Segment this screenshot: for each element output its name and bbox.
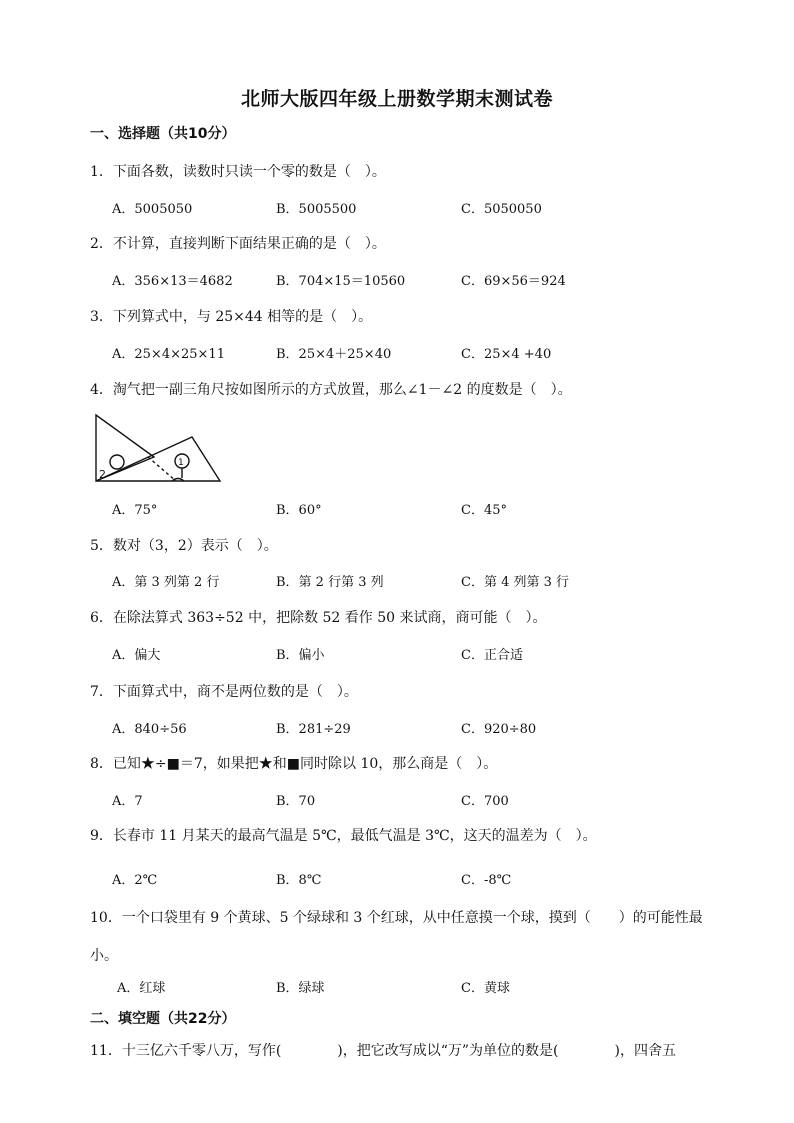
option-b: B．25×4＋25×40 xyxy=(276,347,392,362)
option-a: A．75° xyxy=(112,503,158,518)
option-b: B．5005500 xyxy=(276,202,357,217)
question-3: 3．下列算式中，与 25×44 相等的是（ ）。 xyxy=(90,309,373,325)
question-3-options xyxy=(0,343,794,363)
option-a: A．25×4×25×11 xyxy=(112,347,225,362)
option-a: A．5005050 xyxy=(112,202,193,217)
option-c: C．5050050 xyxy=(461,202,542,217)
option-b: B．281÷29 xyxy=(276,722,351,737)
question-10-options xyxy=(0,977,794,997)
question-7: 7．下面算式中，商不是两位数的是（ ）。 xyxy=(90,684,358,700)
set-square-right xyxy=(96,437,220,481)
option-c: C．-8℃ xyxy=(461,873,512,888)
option-c: C．700 xyxy=(461,794,509,809)
option-c: C．25×4 +40 xyxy=(461,347,552,362)
question-1: 1．下面各数，读数时只读一个零的数是（ ）。 xyxy=(90,164,386,180)
question-2: 2．不计算，直接判断下面结果正确的是（ ）。 xyxy=(90,236,386,252)
question-10-line-1: 10．一个口袋里有 9 个黄球、5 个绿球和 3 个红球，从中任意摸一个球，摸到（ ）的可能性最 xyxy=(90,910,703,926)
option-a: A．356×13＝4682 xyxy=(112,274,233,289)
page-title: 北师大版四年级上册数学期末测试卷 xyxy=(240,88,553,110)
option-c: C．黄球 xyxy=(461,981,510,996)
option-a: A．2℃ xyxy=(112,873,158,888)
option-b: B．绿球 xyxy=(276,981,325,996)
option-c: C．69×56＝924 xyxy=(461,274,566,289)
question-5: 5．数对（3，2）表示（ ）。 xyxy=(90,538,278,554)
question-7-options xyxy=(0,718,794,738)
option-b: B．偏小 xyxy=(276,648,325,663)
question-11: 11．十三亿六千零八万，写作( )，把它改写成以“万”为单位的数是( )，四舍五 xyxy=(90,1043,676,1059)
triangle-rulers-figure xyxy=(92,410,232,489)
angle-1-label: 1 xyxy=(178,458,184,468)
option-b: B．70 xyxy=(276,794,316,809)
ruler-hole-left xyxy=(110,455,124,469)
option-a: A．偏大 xyxy=(112,648,161,663)
section-heading-choice: 一、选择题（共10分） xyxy=(90,126,236,142)
option-a: A．840÷56 xyxy=(112,722,187,737)
option-b: B．704×15＝10560 xyxy=(276,274,406,289)
option-c: C．第 4 列第 3 行 xyxy=(461,575,570,590)
question-6-options xyxy=(0,644,794,664)
question-4-options xyxy=(0,499,794,519)
question-2-options xyxy=(0,270,794,290)
question-5-options xyxy=(0,571,794,591)
question-9: 9．长春市 11 月某天的最高气温是 5℃，最低气温是 3℃，这天的温差为（ ）。 xyxy=(90,828,597,844)
angle-2-label: 2 xyxy=(99,468,106,481)
option-a: A．第 3 列第 2 行 xyxy=(112,575,220,590)
triangle-rulers-drawing xyxy=(92,410,232,485)
option-b: B．60° xyxy=(276,503,322,518)
question-10-line-2: 小。 xyxy=(90,948,118,964)
question-4: 4．淘气把一副三角尺按如图所示的方式放置，那么∠1－∠2 的度数是（ ）。 xyxy=(90,382,572,398)
question-6: 6．在除法算式 363÷52 中，把除数 52 看作 50 来试商，商可能（ ）。 xyxy=(90,610,547,626)
option-a: A．红球 xyxy=(117,981,166,996)
section-heading-fill-in: 二、填空题（共22分） xyxy=(90,1011,236,1027)
dashed-hidden-edge xyxy=(148,457,176,481)
question-8-options xyxy=(0,790,794,810)
option-c: C．正合适 xyxy=(461,648,523,663)
question-9-options xyxy=(0,869,794,889)
question-8: 8．已知★÷■＝7，如果把★和■同时除以 10，那么商是（ ）。 xyxy=(90,756,498,772)
option-c: C．45° xyxy=(461,503,507,518)
option-b: B．8℃ xyxy=(276,873,322,888)
option-b: B．第 2 行第 3 列 xyxy=(276,575,384,590)
option-a: A．7 xyxy=(112,794,143,809)
question-1-options xyxy=(0,198,794,218)
option-c: C．920÷80 xyxy=(461,722,537,737)
